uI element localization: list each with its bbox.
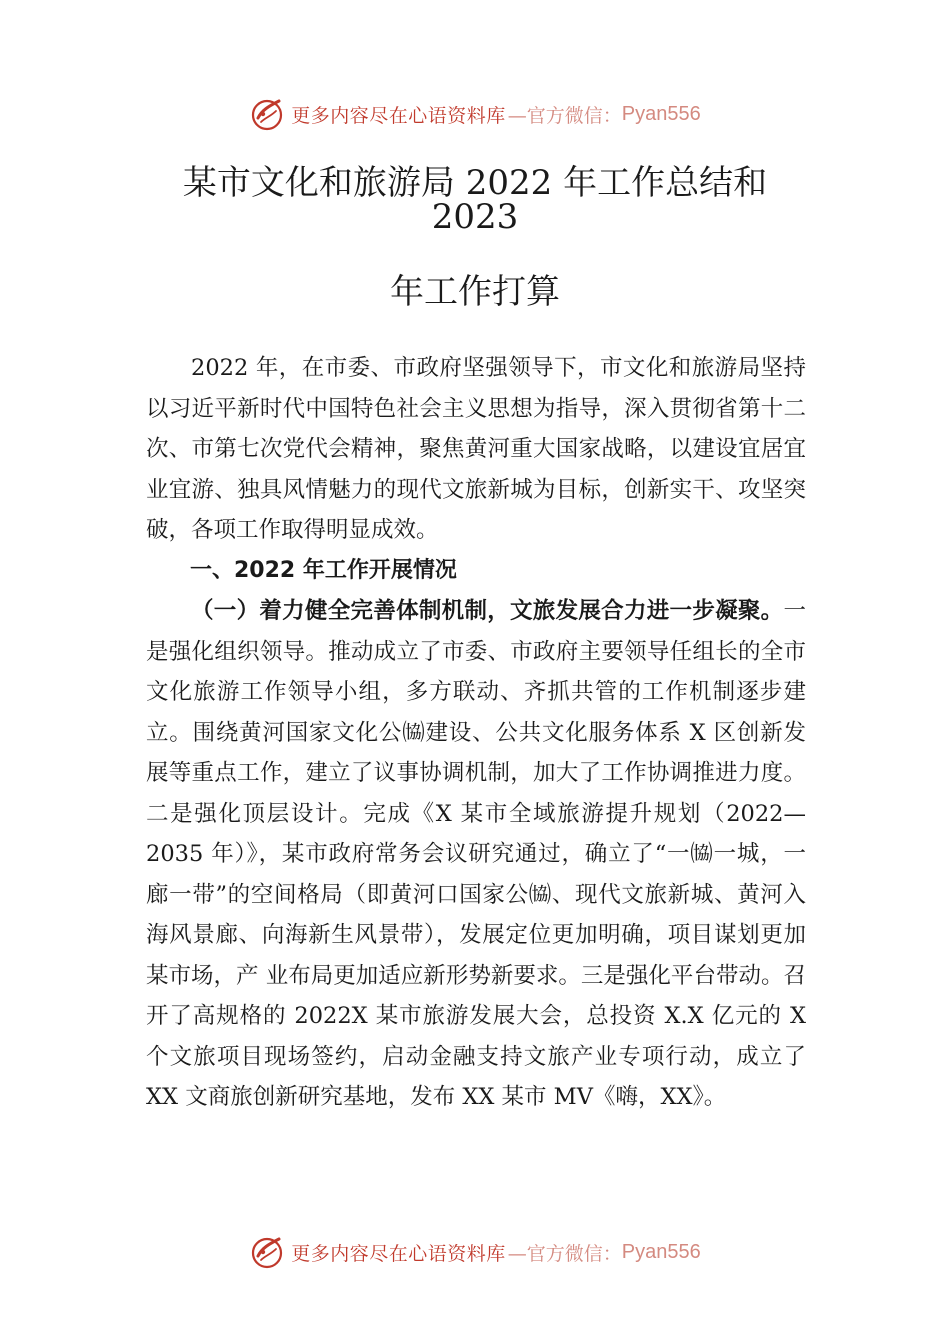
document-title-line-1: 某市文化和旅游局 2022 年工作总结和 xyxy=(182,163,768,203)
document-body xyxy=(146,348,806,1118)
watermark-separator: —官方微信： xyxy=(507,1242,622,1265)
watermark-account: Pyan556 xyxy=(621,1240,701,1263)
subsection-paragraph-1 xyxy=(146,591,806,1118)
subsection-body-1: 一是强化组织领导。推动成立了市委、市政府主要领导任组长的全市文化旅游工作领导小组，多方联动、齐抓共管的工作机制逐步建立。围绕黄河国家文化公㈿建设、公共文化服务体系 X 区创新发展等重点工作，建立了议事协调机制，加大了工作协调推进力度。二是强化顶层设计。完成《X 某市全域旅游提升规划（2022—2035 年）》，某市政府常务会议研究通过，确立了“一㈿一城，一廊一带”的空间格局（即黄河口国家公㈿、现代文旅新城、黄河入海风景廊、向海新生风景带），发展定位更加明确，项目谋划更加某市场，产 业布局更加适应新形势新要求。三是强化平台带动。召开了高规格的 2022X 某市旅游发展大会，总投资 X.X 亿元的 X 个文旅项目现场签约，启动金融支持文旅产业专项行动，成立了 XX 文商旅创新研究基地，发布 XX 某市 MV《嗨，XX》。 xyxy=(146,598,806,1110)
document-title-line-3: 年工作打算 xyxy=(390,272,560,312)
subsection-lead-1: （一）着力健全完善体制机制，文旅发展合力进一步凝聚。 xyxy=(191,598,784,624)
intro-paragraph: 2022 年，在市委、市政府坚强领导下，市文化和旅游局坚持以习近平新时代中国特色社会主义思想为指导，深入贯彻省第十二次、市第七次党代会精神，聚焦黄河重大国家战略，以建设宜居宜业宜游、独具风情魅力的现代文旅新城为目标，创新实干、攻坚突破，各项工作取得明显成效。 xyxy=(146,355,806,543)
watermark-account: Pyan556 xyxy=(621,102,701,125)
watermark-separator: —官方微信： xyxy=(507,104,622,127)
watermark-header xyxy=(0,94,950,134)
document-title-line-2: 2023 xyxy=(431,197,519,237)
pen-circle-logo-icon xyxy=(249,1234,285,1270)
watermark-text: 更多内容尽在心语资料库 xyxy=(291,1242,506,1265)
watermark-text: 更多内容尽在心语资料库 xyxy=(291,104,506,127)
watermark-footer xyxy=(0,1232,950,1272)
pen-circle-logo-icon xyxy=(249,96,285,132)
section-heading-1: 一、2022 年工作开展情况 xyxy=(190,557,457,583)
